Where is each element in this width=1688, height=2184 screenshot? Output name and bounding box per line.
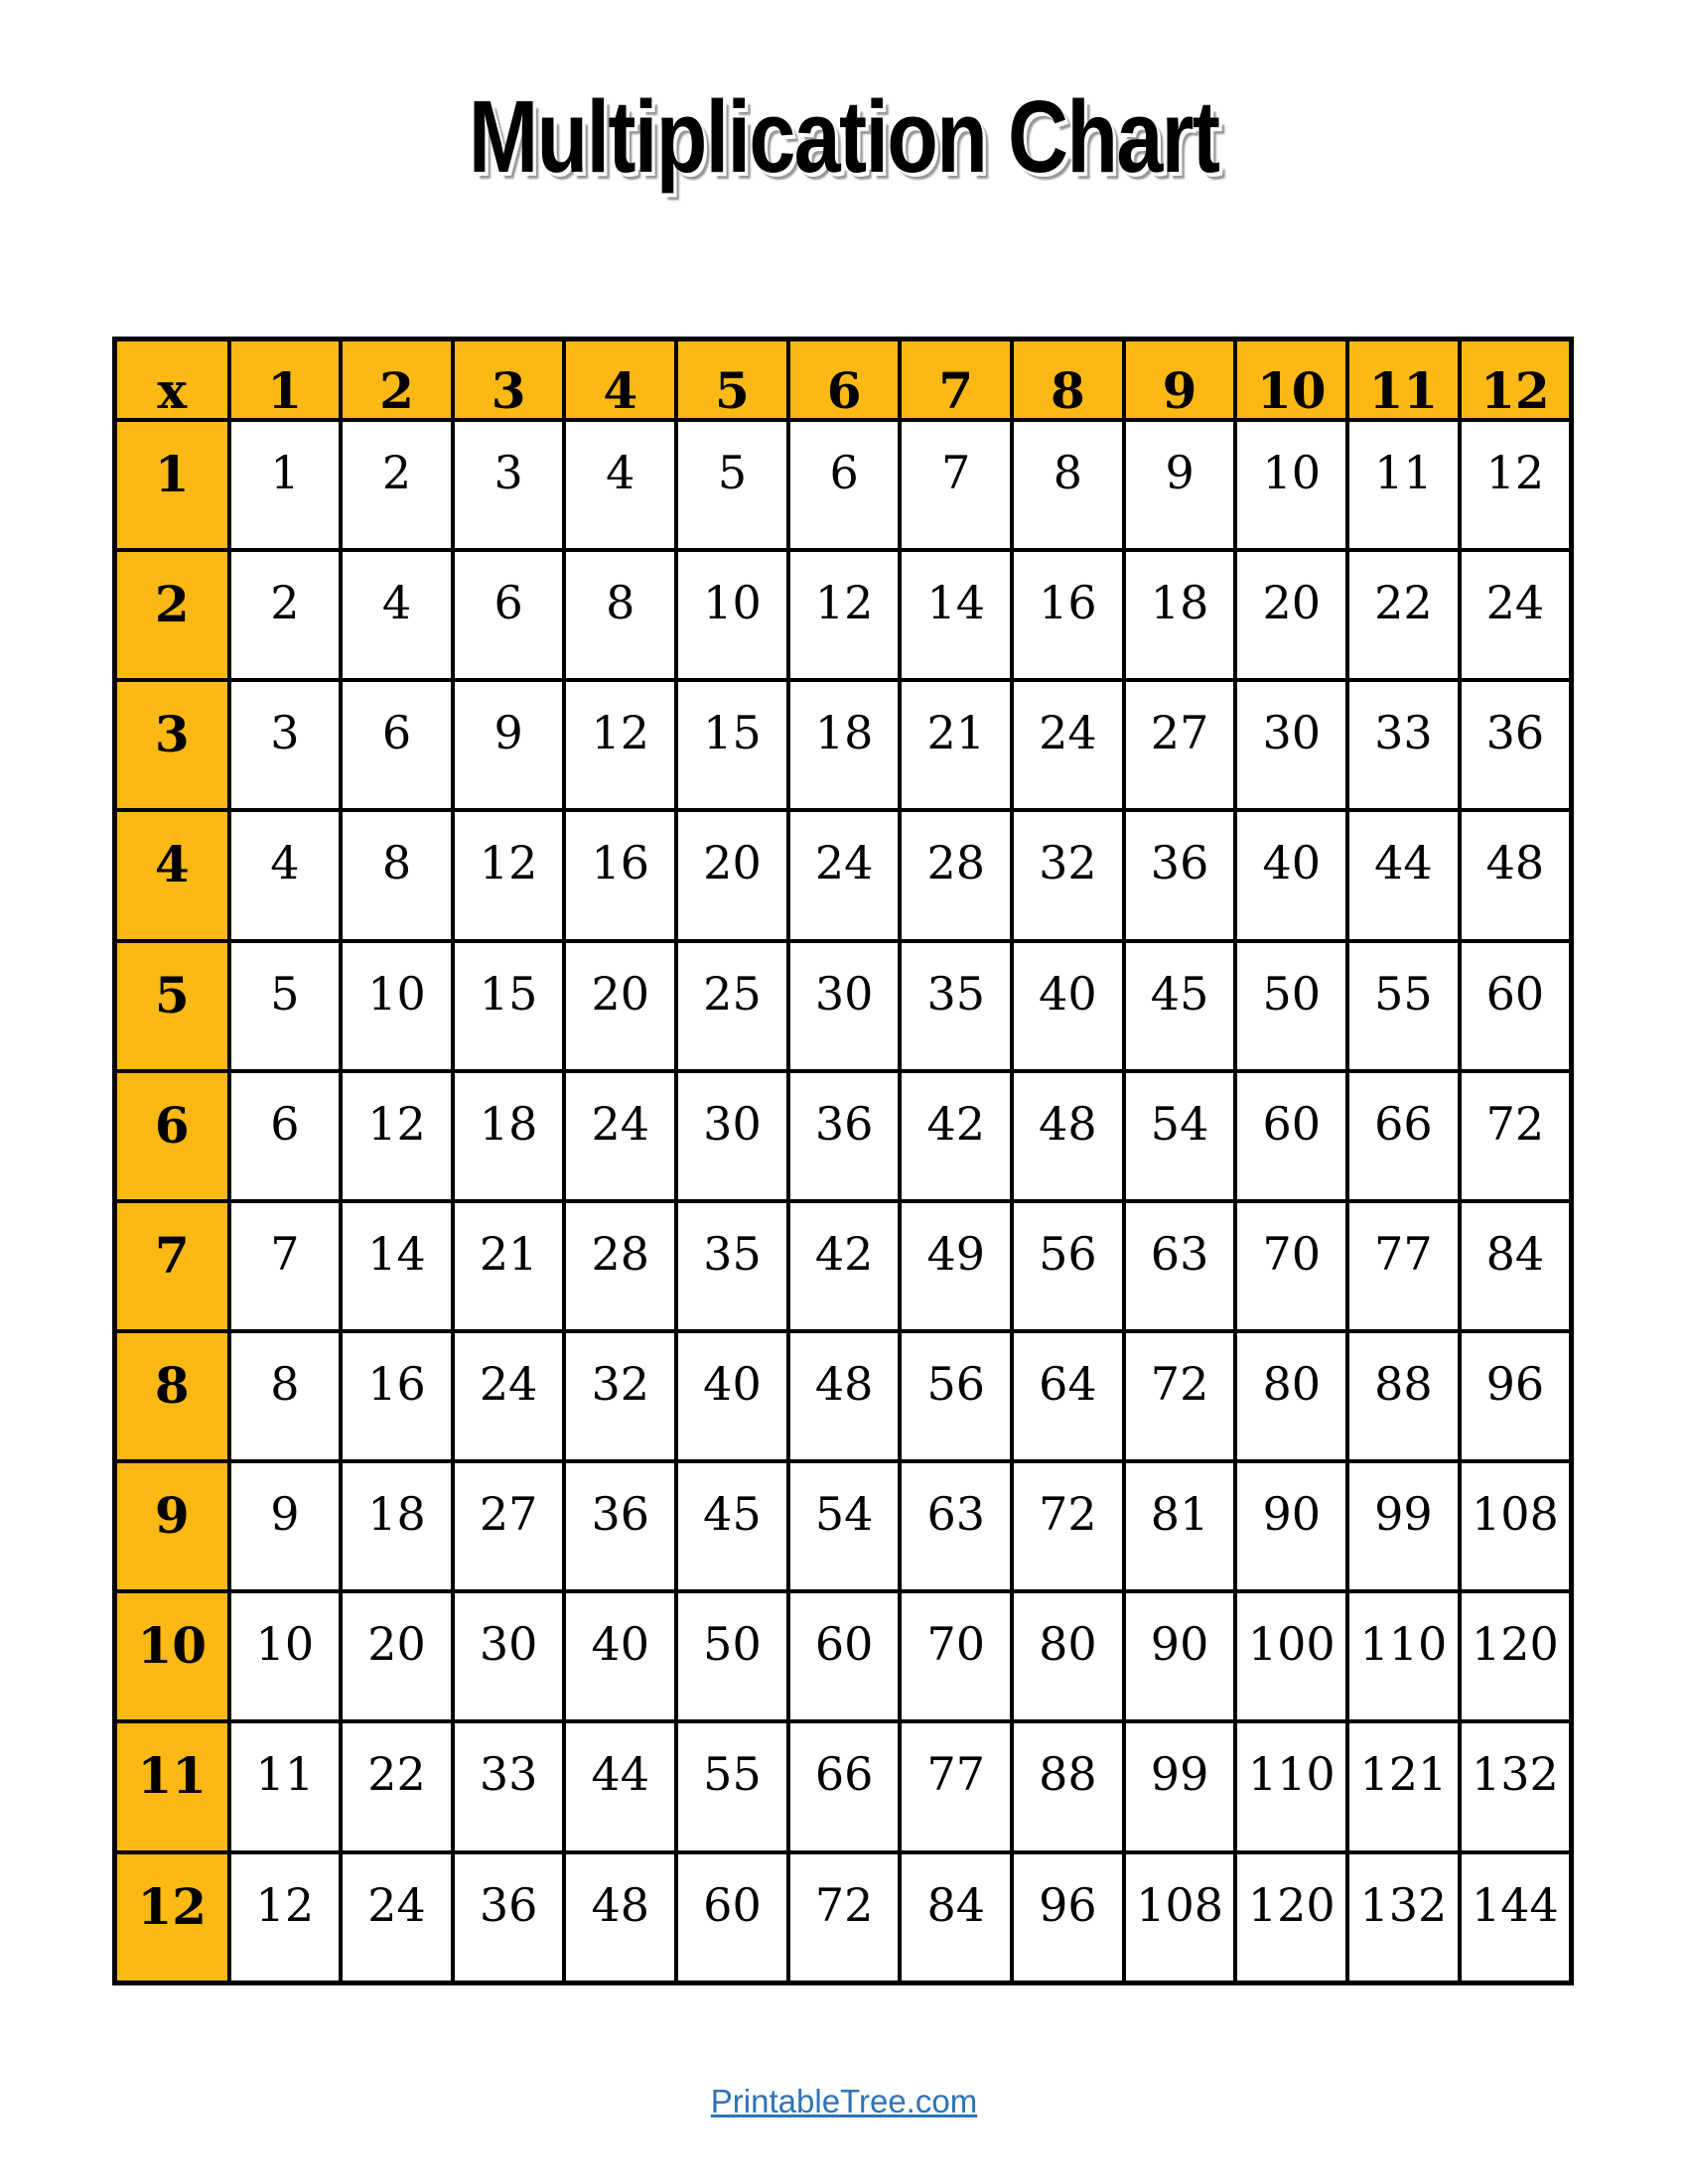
table-row	[115, 1331, 1572, 1461]
col-header: 7	[900, 340, 1012, 421]
product-cell: 10	[676, 550, 788, 680]
row-header: 6	[115, 1071, 229, 1201]
product-cell: 24	[788, 810, 901, 940]
product-cell: 15	[453, 941, 565, 1071]
product-cell: 2	[229, 550, 342, 680]
product-cell: 15	[676, 680, 788, 810]
product-cell: 50	[676, 1591, 788, 1721]
product-cell: 18	[453, 1071, 565, 1201]
col-header: 6	[788, 340, 901, 421]
table-row	[115, 1071, 1572, 1201]
product-cell: 8	[1012, 420, 1124, 550]
product-cell: 33	[1347, 680, 1460, 810]
col-header: 1	[229, 340, 342, 421]
product-cell: 27	[453, 1461, 565, 1591]
table-row	[115, 550, 1572, 680]
product-cell: 6	[341, 680, 453, 810]
product-cell: 54	[1124, 1071, 1236, 1201]
product-cell: 30	[1235, 680, 1347, 810]
product-cell: 40	[1235, 810, 1347, 940]
product-cell: 48	[1012, 1071, 1124, 1201]
product-cell: 72	[1012, 1461, 1124, 1591]
product-cell: 4	[564, 420, 676, 550]
row-header: 12	[115, 1852, 229, 1983]
product-cell: 30	[676, 1071, 788, 1201]
product-cell: 8	[564, 550, 676, 680]
col-header: 10	[1235, 340, 1347, 421]
product-cell: 55	[676, 1721, 788, 1851]
product-cell: 108	[1460, 1461, 1572, 1591]
row-header: 10	[115, 1591, 229, 1721]
product-cell: 40	[564, 1591, 676, 1721]
product-cell: 6	[788, 420, 901, 550]
product-cell: 12	[341, 1071, 453, 1201]
product-cell: 100	[1235, 1591, 1347, 1721]
product-cell: 27	[1124, 680, 1236, 810]
product-cell: 30	[788, 941, 901, 1071]
product-cell: 12	[1460, 420, 1572, 550]
product-cell: 4	[341, 550, 453, 680]
product-cell: 6	[453, 550, 565, 680]
product-cell: 40	[1012, 941, 1124, 1071]
table-row	[115, 420, 1572, 550]
product-cell: 90	[1235, 1461, 1347, 1591]
row-header: 3	[115, 680, 229, 810]
product-cell: 24	[1460, 550, 1572, 680]
product-cell: 9	[1124, 420, 1236, 550]
row-header: 11	[115, 1721, 229, 1851]
product-cell: 44	[564, 1721, 676, 1851]
product-cell: 22	[1347, 550, 1460, 680]
product-cell: 120	[1460, 1591, 1572, 1721]
row-header: 4	[115, 810, 229, 940]
col-header: 8	[1012, 340, 1124, 421]
product-cell: 16	[341, 1331, 453, 1461]
product-cell: 84	[900, 1852, 1012, 1983]
col-header: 2	[341, 340, 453, 421]
product-cell: 70	[1235, 1201, 1347, 1331]
product-cell: 4	[229, 810, 342, 940]
product-cell: 24	[341, 1852, 453, 1983]
product-cell: 84	[1460, 1201, 1572, 1331]
product-cell: 48	[1460, 810, 1572, 940]
product-cell: 36	[1460, 680, 1572, 810]
product-cell: 12	[229, 1852, 342, 1983]
product-cell: 16	[564, 810, 676, 940]
product-cell: 32	[564, 1331, 676, 1461]
multiplication-table	[112, 337, 1574, 1985]
product-cell: 2	[341, 420, 453, 550]
product-cell: 80	[1235, 1331, 1347, 1461]
product-cell: 60	[788, 1591, 901, 1721]
product-cell: 7	[229, 1201, 342, 1331]
product-cell: 66	[788, 1721, 901, 1851]
product-cell: 24	[1012, 680, 1124, 810]
product-cell: 16	[1012, 550, 1124, 680]
product-cell: 108	[1124, 1852, 1236, 1983]
product-cell: 99	[1347, 1461, 1460, 1591]
product-cell: 12	[453, 810, 565, 940]
col-header: 9	[1124, 340, 1236, 421]
product-cell: 40	[676, 1331, 788, 1461]
product-cell: 132	[1460, 1721, 1572, 1851]
product-cell: 88	[1347, 1331, 1460, 1461]
row-header: 9	[115, 1461, 229, 1591]
product-cell: 6	[229, 1071, 342, 1201]
product-cell: 10	[229, 1591, 342, 1721]
row-header: 7	[115, 1201, 229, 1331]
product-cell: 55	[1347, 941, 1460, 1071]
product-cell: 32	[1012, 810, 1124, 940]
product-cell: 42	[900, 1071, 1012, 1201]
product-cell: 11	[229, 1721, 342, 1851]
product-cell: 36	[564, 1461, 676, 1591]
table-row	[115, 1591, 1572, 1721]
product-cell: 88	[1012, 1721, 1124, 1851]
product-cell: 36	[788, 1071, 901, 1201]
product-cell: 66	[1347, 1071, 1460, 1201]
product-cell: 12	[788, 550, 901, 680]
product-cell: 21	[900, 680, 1012, 810]
product-cell: 5	[229, 941, 342, 1071]
product-cell: 49	[900, 1201, 1012, 1331]
product-cell: 35	[676, 1201, 788, 1331]
row-header: 1	[115, 420, 229, 550]
product-cell: 35	[900, 941, 1012, 1071]
product-cell: 9	[453, 680, 565, 810]
product-cell: 90	[1124, 1591, 1236, 1721]
table-row	[115, 680, 1572, 810]
product-cell: 14	[341, 1201, 453, 1331]
product-cell: 60	[1460, 941, 1572, 1071]
product-cell: 20	[341, 1591, 453, 1721]
product-cell: 99	[1124, 1721, 1236, 1851]
product-cell: 96	[1012, 1852, 1124, 1983]
product-cell: 36	[453, 1852, 565, 1983]
table-row	[115, 1721, 1572, 1851]
product-cell: 20	[1235, 550, 1347, 680]
product-cell: 33	[453, 1721, 565, 1851]
product-cell: 63	[1124, 1201, 1236, 1331]
product-cell: 25	[676, 941, 788, 1071]
product-cell: 20	[564, 941, 676, 1071]
product-cell: 54	[788, 1461, 901, 1591]
product-cell: 45	[676, 1461, 788, 1591]
product-cell: 72	[1460, 1071, 1572, 1201]
product-cell: 44	[1347, 810, 1460, 940]
product-cell: 70	[900, 1591, 1012, 1721]
page-title: Multiplication Chart	[469, 79, 1219, 194]
row-header: 5	[115, 941, 229, 1071]
product-cell: 20	[676, 810, 788, 940]
table-row	[115, 941, 1572, 1071]
product-cell: 10	[341, 941, 453, 1071]
product-cell: 45	[1124, 941, 1236, 1071]
product-cell: 50	[1235, 941, 1347, 1071]
product-cell: 56	[900, 1331, 1012, 1461]
product-cell: 81	[1124, 1461, 1236, 1591]
product-cell: 24	[453, 1331, 565, 1461]
header-row	[115, 340, 1572, 421]
product-cell: 60	[676, 1852, 788, 1983]
table-row	[115, 1852, 1572, 1983]
col-header: 12	[1460, 340, 1572, 421]
product-cell: 8	[229, 1331, 342, 1461]
product-cell: 12	[564, 680, 676, 810]
corner-cell: x	[115, 340, 229, 421]
product-cell: 72	[1124, 1331, 1236, 1461]
product-cell: 144	[1460, 1852, 1572, 1983]
product-cell: 22	[341, 1721, 453, 1851]
product-cell: 56	[1012, 1201, 1124, 1331]
product-cell: 18	[788, 680, 901, 810]
product-cell: 21	[453, 1201, 565, 1331]
product-cell: 11	[1347, 420, 1460, 550]
table-row	[115, 810, 1572, 940]
table-row	[115, 1461, 1572, 1591]
product-cell: 8	[341, 810, 453, 940]
col-header: 11	[1347, 340, 1460, 421]
printabletree-link[interactable]: PrintableTree.com	[710, 2083, 978, 2119]
product-cell: 28	[564, 1201, 676, 1331]
product-cell: 60	[1235, 1071, 1347, 1201]
product-cell: 48	[564, 1852, 676, 1983]
product-cell: 48	[788, 1331, 901, 1461]
col-header: 3	[453, 340, 565, 421]
title-area	[0, 79, 1688, 194]
product-cell: 3	[453, 420, 565, 550]
row-header: 2	[115, 550, 229, 680]
product-cell: 18	[341, 1461, 453, 1591]
product-cell: 72	[788, 1852, 901, 1983]
product-cell: 28	[900, 810, 1012, 940]
product-cell: 121	[1347, 1721, 1460, 1851]
product-cell: 9	[229, 1461, 342, 1591]
product-cell: 7	[900, 420, 1012, 550]
product-cell: 120	[1235, 1852, 1347, 1983]
product-cell: 10	[1235, 420, 1347, 550]
product-cell: 96	[1460, 1331, 1572, 1461]
table-row	[115, 1201, 1572, 1331]
product-cell: 77	[1347, 1201, 1460, 1331]
product-cell: 3	[229, 680, 342, 810]
row-header: 8	[115, 1331, 229, 1461]
product-cell: 30	[453, 1591, 565, 1721]
product-cell: 64	[1012, 1331, 1124, 1461]
product-cell: 110	[1235, 1721, 1347, 1851]
product-cell: 80	[1012, 1591, 1124, 1721]
product-cell: 14	[900, 550, 1012, 680]
product-cell: 1	[229, 420, 342, 550]
product-cell: 5	[676, 420, 788, 550]
product-cell: 18	[1124, 550, 1236, 680]
product-cell: 42	[788, 1201, 901, 1331]
col-header: 4	[564, 340, 676, 421]
product-cell: 36	[1124, 810, 1236, 940]
product-cell: 77	[900, 1721, 1012, 1851]
page-footer	[0, 2083, 1688, 2120]
product-cell: 110	[1347, 1591, 1460, 1721]
col-header: 5	[676, 340, 788, 421]
product-cell: 24	[564, 1071, 676, 1201]
product-cell: 63	[900, 1461, 1012, 1591]
product-cell: 132	[1347, 1852, 1460, 1983]
